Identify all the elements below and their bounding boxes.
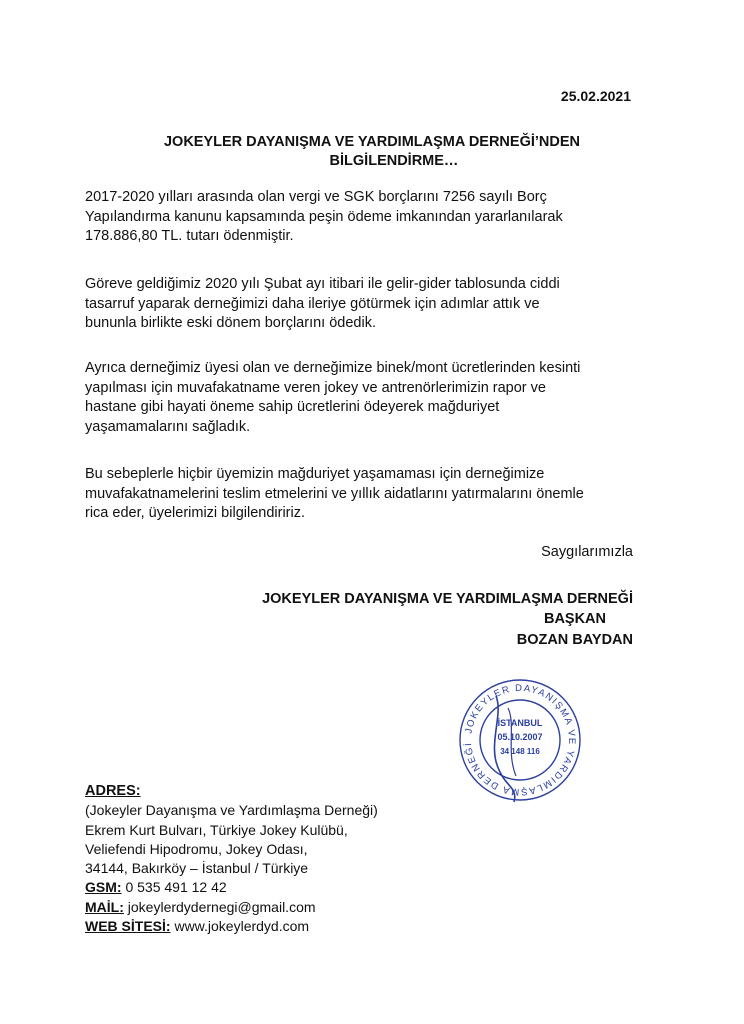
paragraph-line: bununla birlikte eski dönem borçlarını ödedik. — [85, 315, 376, 331]
svg-text:JOKEYLER DAYANIŞMA VE YARDIMLA: JOKEYLER DAYANIŞMA VE YARDIMLAŞMA DERNEĞİ — [463, 682, 578, 798]
web-row — [85, 917, 378, 936]
gsm-number: 0 535 491 12 42 — [125, 879, 227, 896]
paragraph-4 — [85, 465, 685, 524]
gsm-label: GSM: — [85, 879, 122, 896]
mail-row — [85, 898, 378, 917]
signature-name: BOZAN BAYDAN — [516, 632, 633, 648]
paragraph-line: rica eder, üyelerimizi bilgilendiririz. — [85, 505, 305, 521]
signature-title: BAŞKAN — [543, 611, 606, 627]
paragraph-line: muvafakatnamelerini teslim etmelerini ve yıllık aidatlarını yatırmalarını önemle — [85, 485, 584, 502]
svg-text:34 148 116: 34 148 116 — [500, 747, 540, 756]
paragraph-line: Göreve geldiğimiz 2020 yılı Şubat ayı itibari ile gelir-gider tablosunda ciddi — [85, 276, 560, 292]
paragraph-line: Bu sebeplerle hiçbir üyemizin mağduriyet yaşamaması için derneğimize — [85, 466, 545, 482]
paragraph-line: 2017-2020 yılları arasında olan vergi ve SGK borçlarını 7256 sayılı Borç — [85, 189, 547, 205]
web-label: WEB SİTESİ: — [85, 918, 171, 935]
paragraph-line: Yapılandırma kanunu kapsamında peşin ödeme imkanından yararlanılarak — [85, 208, 563, 225]
paragraph-1 — [85, 188, 685, 247]
address-line: (Jokeyler Dayanışma ve Yardımlaşma Derneği) — [85, 802, 378, 819]
paragraph-2 — [85, 275, 685, 334]
paragraph-line: tasarruf yaparak derneğimizi daha ileriye götürmek için adımlar attık ve — [85, 295, 540, 312]
address-line: 34144, Bakırköy – İstanbul / Türkiye — [85, 860, 309, 877]
paragraph-3 — [85, 359, 685, 437]
address-line: Ekrem Kurt Bulvarı, Türkiye Jokey Kulübü, — [85, 821, 348, 838]
letter-title-line-1: JOKEYLER DAYANIŞMA VE YARDIMLAŞMA DERNEĞİ’NDEN — [163, 134, 580, 150]
address-heading: ADRES: — [85, 783, 141, 799]
paragraph-line: 178.886,80 TL. tutarı ödenmiştir. — [85, 228, 294, 244]
paragraph-line: yaşamamalarını sağladık. — [85, 418, 251, 435]
letter-date: 25.02.2021 — [560, 88, 631, 104]
letter-title-line-2: BİLGİLENDİRME… — [329, 153, 459, 169]
web-address: www.jokeylerdyd.com — [174, 918, 310, 935]
paragraph-line: yapılması için muvafakatname veren jokey ve antrenörlerimizin rapor ve — [85, 379, 546, 396]
svg-text:05.10.2007: 05.10.2007 — [497, 732, 543, 742]
address-line: Veliefendi Hipodromu, Jokey Odası, — [85, 840, 308, 857]
svg-text:İSTANBUL: İSTANBUL — [497, 718, 543, 728]
address-block — [85, 782, 378, 936]
mail-label: MAİL: — [85, 898, 124, 915]
association-stamp-seal — [456, 676, 584, 804]
paragraph-line: Ayrıca derneğimiz üyesi olan ve derneğimize binek/mont ücretlerinden kesinti — [85, 360, 581, 376]
closing-salutation: Saygılarımızla — [541, 544, 633, 560]
mail-address: jokeylerdydernegi@gmail.com — [127, 898, 316, 915]
paragraph-line: hastane gibi hayati öneme sahip ücretlerini ödeyerek mağduriyet — [85, 399, 500, 415]
signature-organization: JOKEYLER DAYANIŞMA VE YARDIMLAŞMA DERNEĞİ — [262, 591, 633, 607]
gsm-row — [85, 878, 378, 897]
